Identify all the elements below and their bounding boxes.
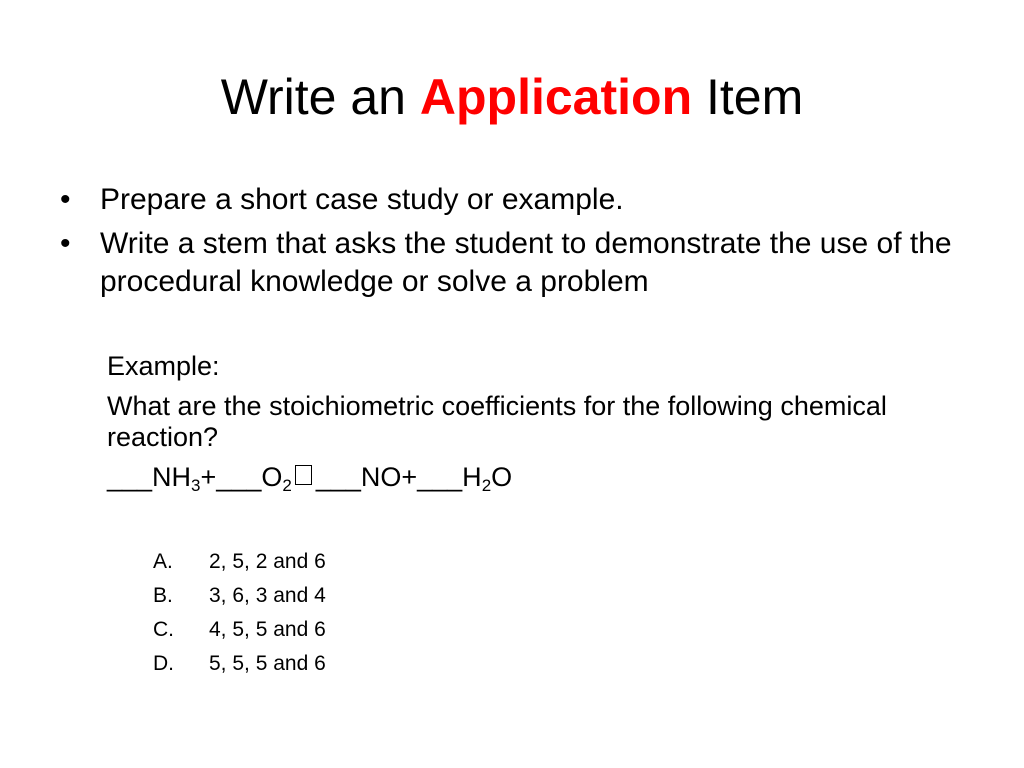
bullet-item	[60, 225, 960, 301]
eq-sub-3: 2	[481, 476, 492, 495]
bullet-text: Write a stem that asks the student to demonstrate the use of the procedural knowledge or solve a problem	[100, 227, 952, 298]
option-letter: C.	[153, 618, 174, 641]
title-prefix: Write an	[220, 69, 420, 125]
eq-part-4: O	[491, 462, 513, 492]
answer-option	[153, 545, 326, 579]
example-label: Example:	[107, 351, 220, 381]
option-letter: B.	[153, 584, 173, 607]
bullet-mark: •	[60, 183, 71, 216]
answer-option	[153, 613, 326, 647]
option-text: 5, 5, 5 and 6	[209, 652, 326, 675]
title-accent: Application	[419, 69, 693, 125]
bullet-list	[60, 181, 960, 307]
bullet-text: Prepare a short case study or example.	[100, 183, 624, 216]
answer-option	[153, 647, 326, 681]
eq-sub-1: 3	[191, 476, 201, 495]
title-suffix: Item	[692, 69, 804, 125]
option-text: 2, 5, 2 and 6	[209, 550, 326, 573]
answer-options	[153, 545, 326, 681]
option-text: 3, 6, 3 and 4	[209, 584, 326, 607]
answer-option	[153, 579, 326, 613]
eq-part-2: +___O	[200, 462, 283, 492]
option-text: 4, 5, 5 and 6	[209, 618, 326, 641]
example-question: What are the stoichiometric coefficients for the following chemical reaction?	[107, 391, 887, 452]
eq-part-1: ___NH	[107, 462, 192, 492]
option-letter: A.	[153, 550, 173, 573]
eq-part-3: ___NO+___H	[315, 462, 482, 492]
example-block	[107, 350, 967, 494]
slide-title	[0, 62, 1024, 132]
bullet-item	[60, 181, 960, 219]
eq-sub-2: 2	[282, 476, 292, 495]
chemical-equation	[107, 461, 967, 494]
option-letter: D.	[153, 652, 174, 675]
missing-glyph-icon	[295, 465, 312, 485]
bullet-mark: •	[60, 227, 71, 260]
